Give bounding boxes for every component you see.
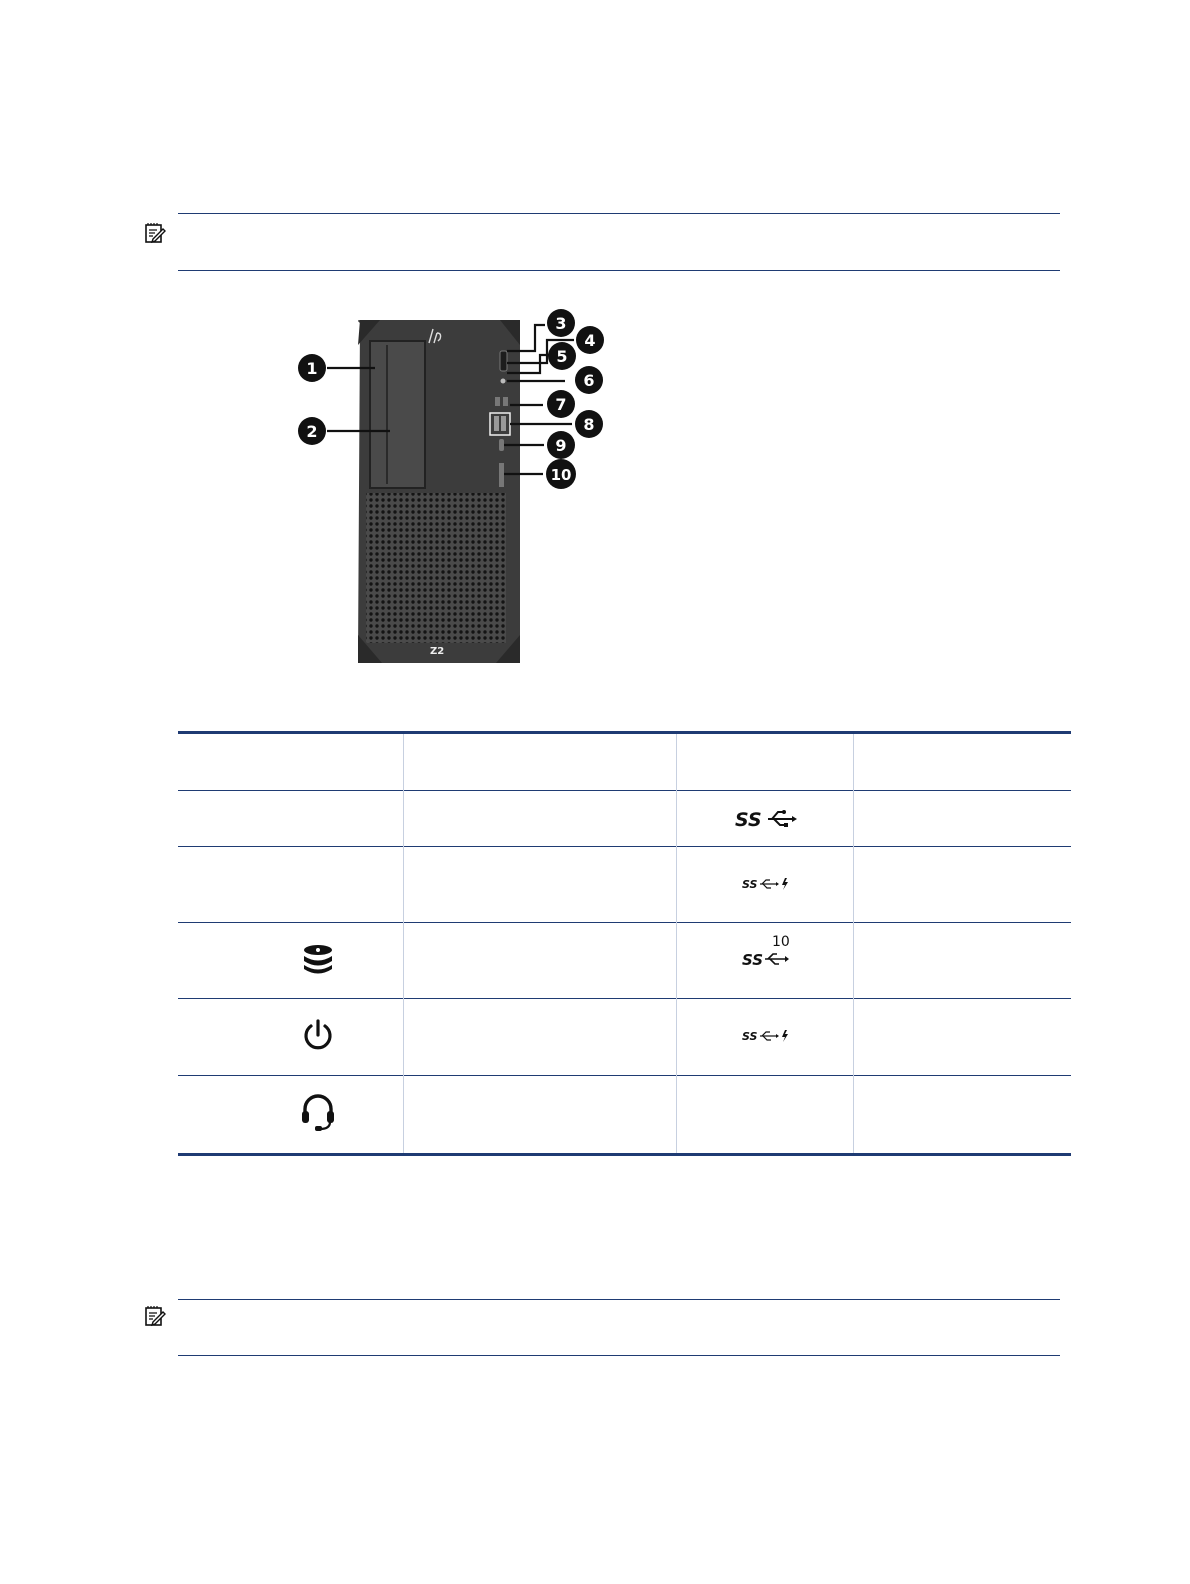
column-separator bbox=[676, 734, 677, 1153]
usb-speed-label: 10 bbox=[772, 934, 790, 950]
headset-icon bbox=[300, 1092, 336, 1132]
table-row-rule bbox=[178, 1075, 1071, 1076]
column-separator bbox=[403, 734, 404, 1153]
workstation-front-figure bbox=[290, 305, 620, 680]
svg-text:6: 6 bbox=[583, 371, 595, 390]
usb-superspeed-charging-icon bbox=[741, 1028, 793, 1044]
table-bottom-rule bbox=[178, 1153, 1071, 1156]
usb-superspeed-icon bbox=[734, 806, 798, 832]
callout-6 bbox=[575, 366, 603, 394]
table-top-rule bbox=[178, 731, 1071, 734]
usb-superspeed-charging-icon bbox=[741, 876, 793, 892]
table-header-rule bbox=[178, 790, 1071, 791]
callout-1 bbox=[298, 354, 326, 382]
front-grille bbox=[366, 493, 506, 643]
z2-badge bbox=[430, 646, 444, 657]
svg-text:7: 7 bbox=[555, 395, 567, 414]
note-bottom-rule bbox=[178, 270, 1060, 271]
optical-drive-bay bbox=[370, 341, 425, 488]
callout-3 bbox=[547, 309, 575, 337]
svg-text:SS: SS bbox=[742, 878, 758, 891]
svg-text:SS: SS bbox=[742, 951, 764, 969]
callout-10 bbox=[546, 459, 576, 489]
note-icon bbox=[144, 222, 166, 244]
svg-text:8: 8 bbox=[583, 415, 595, 434]
note-top-rule bbox=[178, 213, 1060, 214]
svg-text:4: 4 bbox=[584, 331, 596, 350]
column-separator bbox=[853, 734, 854, 1153]
svg-text:9: 9 bbox=[555, 436, 567, 455]
table-row-rule bbox=[178, 922, 1071, 923]
callout-7 bbox=[547, 390, 575, 418]
note-top-rule-2 bbox=[178, 1299, 1060, 1300]
callout-4 bbox=[576, 326, 604, 354]
note-bottom-rule-2 bbox=[178, 1355, 1060, 1356]
table-row-rule bbox=[178, 998, 1071, 999]
callout-5 bbox=[548, 342, 576, 370]
usb-superspeed-10-icon bbox=[741, 949, 793, 969]
power-icon bbox=[302, 1018, 334, 1052]
svg-text:Z2: Z2 bbox=[430, 646, 445, 657]
table-row-rule bbox=[178, 846, 1071, 847]
callout-8 bbox=[575, 410, 603, 438]
svg-text:2: 2 bbox=[306, 422, 318, 441]
callout-9 bbox=[547, 431, 575, 459]
svg-text:SS: SS bbox=[735, 809, 762, 831]
note-icon bbox=[144, 1305, 166, 1327]
svg-text:5: 5 bbox=[556, 347, 568, 366]
drive-activity-icon bbox=[302, 945, 334, 975]
svg-text:3: 3 bbox=[555, 314, 567, 333]
svg-text:SS: SS bbox=[742, 1030, 758, 1043]
svg-text:1: 1 bbox=[306, 359, 318, 378]
callout-2 bbox=[298, 417, 326, 445]
svg-text:10: 10 bbox=[550, 466, 572, 484]
